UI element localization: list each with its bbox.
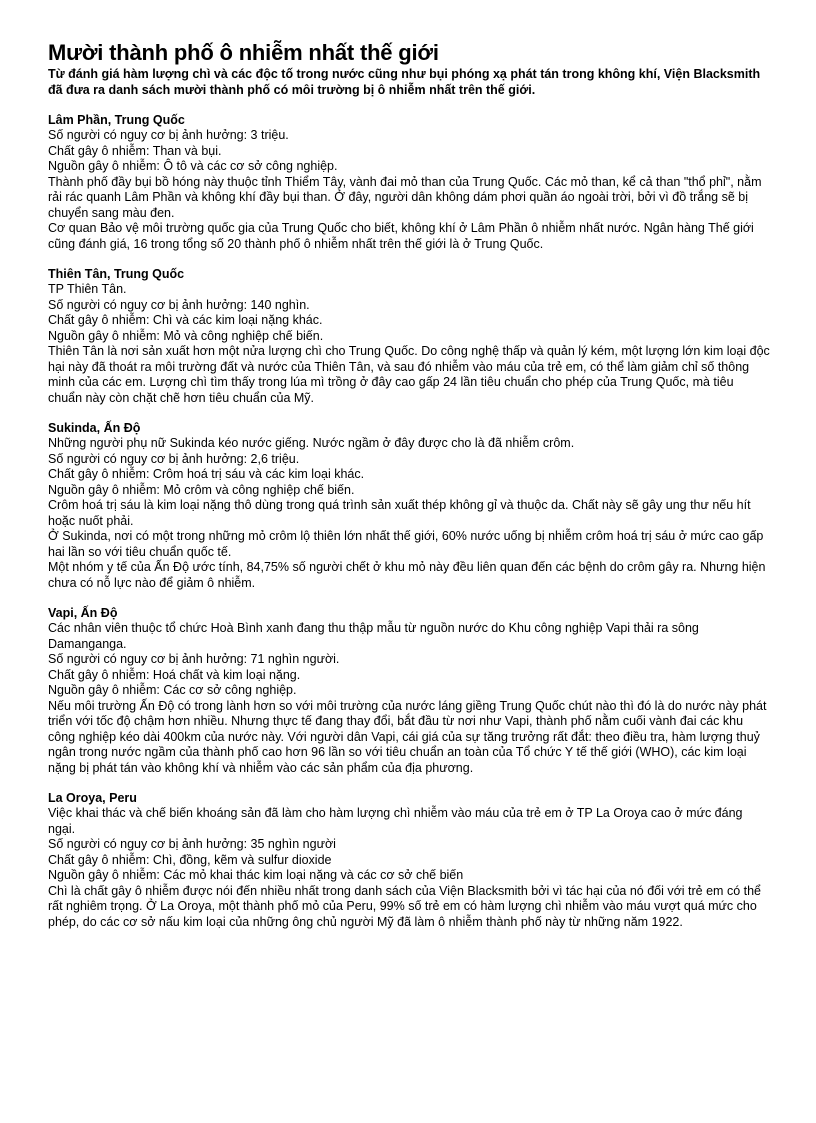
section-line: Nguồn gây ô nhiễm: Các cơ sở công nghiệp.	[48, 683, 297, 697]
section-line: Ở Sukinda, nơi có một trong những mỏ crôm lộ thiên lớn nhất thế giới, 60% nước uống bị nhiễm crôm hoá trị sáu ở mức cao gấp hai lần so với tiêu chuẩn quốc tế.	[48, 529, 764, 559]
section-title: Thiên Tân, Trung Quốc	[48, 267, 185, 281]
section-line: Nguồn gây ô nhiễm: Ô tô và các cơ sở công nghiệp.	[48, 159, 338, 173]
section-line: Chất gây ô nhiễm: Chì và các kim loại nặng khác.	[48, 313, 323, 327]
section-vapi	[48, 605, 770, 776]
section-line: Chì là chất gây ô nhiễm được nói đến nhiều nhất trong danh sách của Viện Blacksmith bởi vì tác hại của nó đối với trẻ em có thể rất nghiêm trọng. Ở La Oroya, một thành phố mỏ của Peru, 99% số trẻ em có hàm lượng chì nhiễm vào máu vượt quá mức cho phép, do các cơ sở nấu kim loại của những ông chủ người Mỹ đã làm ô nhiễm thành phố này từ những năm 1922.	[48, 883, 761, 929]
section-title: Lâm Phần, Trung Quốc	[48, 113, 185, 127]
section-line: Số người có nguy cơ bị ảnh hưởng: 3 triệu.	[48, 128, 289, 142]
section-title: Vapi, Ấn Độ	[48, 606, 118, 620]
section-line: Nếu môi trường Ấn Độ có trong lành hơn so với môi trường của nước láng giềng Trung Quốc chút nào thì đó là do nước này phát triển với tốc độ chậm hơn nhiều. Nhưng thực tế đang thay đổi, bắt đầu từ nơi như Vapi, thành phố nằm cuối vành đai các khu công nghiệp kéo dài 400km của nước này. Với người dân Vapi, cái giá của sự tăng trưởng rất đắt: theo điều tra, hàm lượng thuỷ ngân trong nước ngầm của thành phố cao hơn 96 lần so với tiêu chuẩn an toàn của Tổ chức Y tế thế giới (WHO), các kim loại nặng bị phát tán vào không khí và nhiễm vào các sản phẩm của địa phương.	[48, 698, 767, 775]
page-title: Mười thành phố ô nhiễm nhất thế giới	[48, 40, 439, 65]
section-la-oroya	[48, 790, 770, 930]
section-line: Chất gây ô nhiễm: Hoá chất và kim loại nặng.	[48, 667, 301, 682]
document-page	[48, 40, 770, 930]
section-thien-tan	[48, 266, 770, 406]
section-line: Việc khai thác và chế biến khoáng sản đã làm cho hàm lượng chì nhiễm vào máu của trẻ em ở TP La Oroya cao ở mức đáng ngại.	[48, 806, 743, 836]
section-line: Nguồn gây ô nhiễm: Mỏ crôm và công nghiệp chế biến.	[48, 482, 355, 497]
section-line: Số người có nguy cơ bị ảnh hưởng: 140 nghìn.	[48, 297, 310, 312]
section-line: Một nhóm y tế của Ấn Độ ước tính, 84,75% số người chết ở khu mỏ này đều liên quan đến các bệnh do crôm gây ra. Nhưng hiện chưa có nỗ lực nào để giảm ô nhiễm.	[48, 560, 766, 590]
section-sukinda	[48, 420, 770, 591]
section-line: Nguồn gây ô nhiễm: Mỏ và công nghiệp chế biến.	[48, 328, 324, 343]
section-line: Các nhân viên thuộc tổ chức Hoà Bình xanh đang thu thập mẫu từ nguồn nước do Khu công nghiệp Vapi thải ra sông Damanganga.	[48, 621, 699, 651]
section-line: Số người có nguy cơ bị ảnh hưởng: 71 nghìn người.	[48, 652, 340, 666]
section-line: Thành phố đầy bụi bồ hóng này thuộc tỉnh Thiểm Tây, vành đai mỏ than của Trung Quốc. Các mỏ than, kể cả than "thổ phỉ", nằm rải rác quanh Lâm Phần và không khí đầy bụi than. Ở đây, người dân không dám phơi quần áo ngoài trời, bởi vì đồ trắng sẽ bị chuyển sang màu đen.	[48, 174, 762, 220]
section-line: Cơ quan Bảo vệ môi trường quốc gia của Trung Quốc cho biết, không khí ở Lâm Phần ô nhiễm nhất nước. Ngân hàng Thế giới cũng đánh giá, 16 trong tổng số 20 thành phố ô nhiễm nhất trên thế giới là ở Trung Quốc.	[48, 221, 754, 251]
section-lam-phan	[48, 112, 770, 252]
section-line: Chất gây ô nhiễm: Chì, đồng, kẽm và sulfur dioxide	[48, 852, 332, 867]
section-line: Crôm hoá trị sáu là kim loại nặng thô dùng trong quá trình sản xuất thép không gỉ và thuộc da. Chất này sẽ gây ung thư nếu hít hoặc nuốt phải.	[48, 498, 751, 528]
section-title: La Oroya, Peru	[48, 791, 137, 805]
section-line: Số người có nguy cơ bị ảnh hưởng: 35 nghìn người	[48, 837, 336, 851]
section-line: Số người có nguy cơ bị ảnh hưởng: 2,6 triệu.	[48, 451, 300, 466]
section-title: Sukinda, Ấn Độ	[48, 421, 141, 435]
section-line: Chất gây ô nhiễm: Than và bụi.	[48, 143, 222, 158]
section-line: Những người phụ nữ Sukinda kéo nước giếng. Nước ngầm ở đây được cho là đã nhiễm crôm.	[48, 436, 575, 450]
intro-paragraph: Từ đánh giá hàm lượng chì và các độc tố trong nước cũng như bụi phóng xạ phát tán trong không khí, Viện Blacksmith đã đưa ra danh sách mười thành phố có môi trường bị ô nhiễm nhất trên thế giới.	[48, 67, 761, 97]
section-line: Chất gây ô nhiễm: Crôm hoá trị sáu và các kim loại khác.	[48, 467, 365, 481]
section-line: Nguồn gây ô nhiễm: Các mỏ khai thác kim loại nặng và các cơ sở chế biến	[48, 868, 464, 882]
section-line: TP Thiên Tân.	[48, 282, 127, 296]
section-line: Thiên Tân là nơi sản xuất hơn một nửa lượng chì cho Trung Quốc. Do công nghệ thấp và quản lý kém, một lượng lớn kim loại độc hại này đã thoát ra môi trường đất và nước của Thiên Tân, và sau đó nhiễm vào máu của trẻ em, có thể làm giảm chỉ số thông minh của các em. Lượng chì tìm thấy trong lúa mì trồng ở đây cao gấp 24 lần tiêu chuẩn cho phép của Trung Quốc, mà tiêu chuẩn này còn chặt chẽ hơn tiêu chuẩn của Mỹ.	[48, 344, 770, 405]
